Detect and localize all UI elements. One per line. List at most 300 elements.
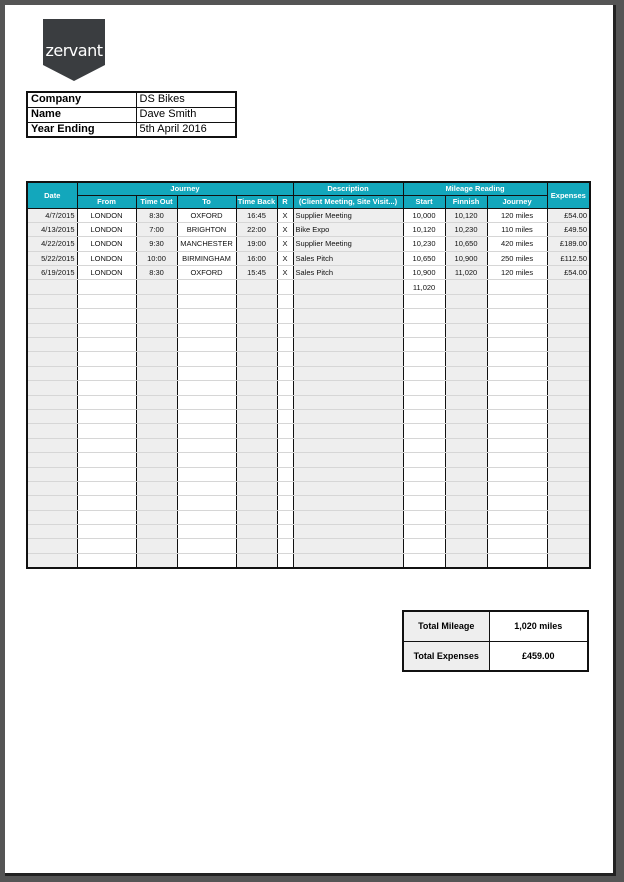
expenses-cell [547, 525, 590, 539]
expenses-cell: £49.50 [547, 222, 590, 236]
time-back-cell: 16:00 [236, 251, 277, 265]
description-cell [293, 409, 403, 423]
time-back-cell [236, 539, 277, 553]
time-out-cell [136, 409, 177, 423]
start-cell [403, 323, 445, 337]
header-description-sub: (Client Meeting, Site Visit...) [293, 195, 403, 208]
time-out-cell [136, 496, 177, 510]
table-row [27, 338, 590, 352]
document-page [5, 5, 616, 876]
date-cell [27, 366, 77, 380]
return-cell [277, 496, 293, 510]
time-back-cell: 19:00 [236, 237, 277, 251]
start-cell: 10,000 [403, 208, 445, 222]
mileage-log-table [26, 181, 591, 569]
description-cell [293, 280, 403, 294]
return-cell: X [277, 222, 293, 236]
logo-text: zervant [45, 41, 103, 60]
date-cell [27, 481, 77, 495]
table-row [27, 266, 590, 280]
description-cell [293, 496, 403, 510]
time-back-cell [236, 409, 277, 423]
time-back-cell [236, 424, 277, 438]
to-cell: MANCHESTER [177, 237, 236, 251]
expenses-cell [547, 481, 590, 495]
journey-cell: 120 miles [487, 208, 547, 222]
table-row [27, 208, 590, 222]
journey-cell [487, 453, 547, 467]
time-out-cell: 10:00 [136, 251, 177, 265]
return-cell: X [277, 266, 293, 280]
finish-cell: 10,120 [445, 208, 487, 222]
to-cell [177, 280, 236, 294]
time-back-cell: 22:00 [236, 222, 277, 236]
from-cell [77, 481, 136, 495]
date-cell [27, 539, 77, 553]
return-cell: X [277, 251, 293, 265]
time-back-cell [236, 395, 277, 409]
filler-cell [277, 553, 293, 568]
start-cell: 10,120 [403, 222, 445, 236]
to-cell [177, 381, 236, 395]
description-cell [293, 309, 403, 323]
info-value: Dave Smith [136, 107, 236, 122]
table-row [27, 409, 590, 423]
time-out-cell: 7:00 [136, 222, 177, 236]
finish-cell [445, 309, 487, 323]
finish-cell [445, 395, 487, 409]
date-cell [27, 409, 77, 423]
totals-label: Total Expenses [403, 641, 489, 671]
expenses-cell [547, 453, 590, 467]
filler-cell [487, 553, 547, 568]
table-row [27, 510, 590, 524]
to-cell: OXFORD [177, 208, 236, 222]
journey-cell [487, 525, 547, 539]
from-cell [77, 280, 136, 294]
table-row [27, 424, 590, 438]
finish-cell [445, 366, 487, 380]
info-value: 5th April 2016 [136, 122, 236, 137]
to-cell: BRIGHTON [177, 222, 236, 236]
header-time-back: Time Back [237, 197, 276, 206]
from-cell [77, 467, 136, 481]
start-cell [403, 294, 445, 308]
expenses-cell [547, 539, 590, 553]
time-out-cell [136, 352, 177, 366]
info-label: Company [27, 92, 136, 107]
date-cell [27, 309, 77, 323]
return-cell [277, 395, 293, 409]
expenses-cell: £189.00 [547, 237, 590, 251]
time-back-cell [236, 496, 277, 510]
table-row [27, 481, 590, 495]
time-out-cell [136, 525, 177, 539]
table-row [27, 366, 590, 380]
journey-cell [487, 510, 547, 524]
return-cell [277, 338, 293, 352]
time-out-cell [136, 323, 177, 337]
time-back-cell [236, 366, 277, 380]
time-out-cell [136, 424, 177, 438]
description-cell [293, 467, 403, 481]
expenses-cell: £54.00 [547, 208, 590, 222]
start-cell: 11,020 [403, 280, 445, 294]
info-row [27, 92, 236, 107]
finish-cell [445, 481, 487, 495]
info-value: DS Bikes [136, 92, 236, 107]
time-back-cell [236, 467, 277, 481]
journey-cell [487, 481, 547, 495]
from-cell [77, 438, 136, 452]
time-back-cell [236, 309, 277, 323]
finish-cell: 11,020 [445, 266, 487, 280]
return-cell [277, 309, 293, 323]
table-filler-row [27, 553, 590, 568]
time-back-cell: 15:45 [236, 266, 277, 280]
date-cell: 4/22/2015 [27, 237, 77, 251]
date-cell [27, 510, 77, 524]
start-cell [403, 496, 445, 510]
header-to: To [177, 195, 236, 208]
start-cell [403, 467, 445, 481]
filler-cell [445, 553, 487, 568]
time-out-cell [136, 395, 177, 409]
time-back-cell [236, 525, 277, 539]
date-cell [27, 323, 77, 337]
table-row [27, 251, 590, 265]
time-back-cell [236, 352, 277, 366]
date-cell: 4/7/2015 [27, 208, 77, 222]
to-cell [177, 366, 236, 380]
date-cell [27, 453, 77, 467]
to-cell [177, 352, 236, 366]
totals-table [402, 610, 589, 672]
header-mileage-reading: Mileage Reading [403, 182, 547, 195]
time-back-cell [236, 438, 277, 452]
return-cell [277, 510, 293, 524]
from-cell [77, 496, 136, 510]
filler-cell [236, 553, 277, 568]
description-cell: Sales Pitch [293, 251, 403, 265]
filler-cell [403, 553, 445, 568]
finish-cell [445, 338, 487, 352]
from-cell [77, 525, 136, 539]
date-cell [27, 338, 77, 352]
company-info-table [26, 91, 237, 138]
from-cell: LONDON [77, 237, 136, 251]
journey-cell [487, 409, 547, 423]
expenses-cell: £112.50 [547, 251, 590, 265]
time-out-cell [136, 453, 177, 467]
time-back-cell [236, 323, 277, 337]
date-cell [27, 424, 77, 438]
finish-cell [445, 467, 487, 481]
totals-row [403, 641, 588, 671]
from-cell: LONDON [77, 251, 136, 265]
time-out-cell: 8:30 [136, 266, 177, 280]
finish-cell [445, 453, 487, 467]
finish-cell [445, 409, 487, 423]
table-row [27, 294, 590, 308]
time-out-cell [136, 510, 177, 524]
time-out-cell [136, 539, 177, 553]
journey-cell [487, 381, 547, 395]
start-cell [403, 481, 445, 495]
header-description: Description [293, 182, 403, 195]
to-cell [177, 424, 236, 438]
header-date: Date [27, 182, 77, 208]
journey-cell [487, 309, 547, 323]
to-cell [177, 309, 236, 323]
time-back-cell [236, 294, 277, 308]
table-row [27, 381, 590, 395]
return-cell [277, 323, 293, 337]
from-cell [77, 424, 136, 438]
journey-cell [487, 438, 547, 452]
return-cell [277, 438, 293, 452]
start-cell [403, 409, 445, 423]
description-cell [293, 525, 403, 539]
start-cell [403, 453, 445, 467]
date-cell: 4/13/2015 [27, 222, 77, 236]
to-cell [177, 409, 236, 423]
journey-cell: 420 miles [487, 237, 547, 251]
journey-cell [487, 323, 547, 337]
finish-cell: 10,230 [445, 222, 487, 236]
time-out-cell [136, 338, 177, 352]
expenses-cell [547, 409, 590, 423]
time-out-cell [136, 366, 177, 380]
expenses-cell [547, 395, 590, 409]
date-cell [27, 496, 77, 510]
start-cell [403, 338, 445, 352]
journey-cell [487, 280, 547, 294]
description-cell [293, 323, 403, 337]
to-cell: OXFORD [177, 266, 236, 280]
to-cell [177, 481, 236, 495]
start-cell: 10,230 [403, 237, 445, 251]
table-row [27, 237, 590, 251]
table-row [27, 496, 590, 510]
time-out-cell [136, 294, 177, 308]
description-cell [293, 352, 403, 366]
journey-cell [487, 294, 547, 308]
finish-cell: 10,650 [445, 237, 487, 251]
expenses-cell: £54.00 [547, 266, 590, 280]
start-cell [403, 352, 445, 366]
return-cell [277, 381, 293, 395]
time-back-cell [236, 453, 277, 467]
header-journey-miles: Journey [487, 195, 547, 208]
date-cell [27, 280, 77, 294]
return-cell [277, 294, 293, 308]
header-from: From [77, 195, 136, 208]
description-cell [293, 539, 403, 553]
zervant-logo [43, 19, 105, 81]
journey-cell [487, 366, 547, 380]
to-cell [177, 539, 236, 553]
totals-label: Total Mileage [403, 611, 489, 641]
to-cell [177, 525, 236, 539]
time-back-cell [236, 381, 277, 395]
start-cell [403, 381, 445, 395]
from-cell [77, 352, 136, 366]
from-cell [77, 366, 136, 380]
table-row [27, 525, 590, 539]
return-cell [277, 409, 293, 423]
return-cell [277, 525, 293, 539]
description-cell: Supplier Meeting [293, 208, 403, 222]
from-cell [77, 453, 136, 467]
expenses-cell [547, 424, 590, 438]
finish-cell [445, 438, 487, 452]
expenses-cell [547, 280, 590, 294]
return-cell [277, 352, 293, 366]
finish-cell [445, 323, 487, 337]
start-cell [403, 309, 445, 323]
filler-cell [177, 553, 236, 568]
expenses-cell [547, 294, 590, 308]
date-cell: 5/22/2015 [27, 251, 77, 265]
start-cell [403, 424, 445, 438]
expenses-cell [547, 338, 590, 352]
to-cell [177, 510, 236, 524]
to-cell [177, 496, 236, 510]
start-cell [403, 395, 445, 409]
start-cell: 10,650 [403, 251, 445, 265]
filler-cell [27, 553, 77, 568]
return-cell [277, 424, 293, 438]
date-cell [27, 525, 77, 539]
from-cell [77, 510, 136, 524]
table-row [27, 539, 590, 553]
expenses-cell [547, 496, 590, 510]
info-row [27, 107, 236, 122]
time-back-cell [236, 510, 277, 524]
journey-cell: 110 miles [487, 222, 547, 236]
start-cell [403, 366, 445, 380]
from-cell [77, 381, 136, 395]
to-cell [177, 294, 236, 308]
journey-cell [487, 539, 547, 553]
table-row [27, 352, 590, 366]
expenses-cell [547, 438, 590, 452]
time-out-cell [136, 381, 177, 395]
journey-cell: 120 miles [487, 266, 547, 280]
from-cell [77, 294, 136, 308]
return-cell: X [277, 208, 293, 222]
description-cell: Supplier Meeting [293, 237, 403, 251]
from-cell [77, 409, 136, 423]
time-out-cell [136, 467, 177, 481]
filler-cell [136, 553, 177, 568]
return-cell [277, 481, 293, 495]
header-return: R [277, 195, 293, 208]
expenses-cell [547, 366, 590, 380]
header-finish: Finnish [445, 195, 487, 208]
expenses-cell [547, 381, 590, 395]
time-out-cell: 8:30 [136, 208, 177, 222]
finish-cell [445, 510, 487, 524]
return-cell [277, 539, 293, 553]
to-cell [177, 338, 236, 352]
to-cell [177, 323, 236, 337]
journey-cell [487, 395, 547, 409]
description-cell [293, 510, 403, 524]
table-row [27, 280, 590, 294]
date-cell [27, 352, 77, 366]
description-cell [293, 395, 403, 409]
to-cell: BIRMINGHAM [177, 251, 236, 265]
table-row [27, 395, 590, 409]
start-cell [403, 438, 445, 452]
start-cell [403, 539, 445, 553]
start-cell [403, 510, 445, 524]
table-row [27, 323, 590, 337]
header-time-out: Time Out [136, 195, 177, 208]
description-cell [293, 438, 403, 452]
from-cell [77, 309, 136, 323]
finish-cell [445, 496, 487, 510]
table-row [27, 453, 590, 467]
totals-value: £459.00 [489, 641, 588, 671]
journey-cell [487, 338, 547, 352]
to-cell [177, 453, 236, 467]
time-out-cell [136, 280, 177, 294]
finish-cell: 10,900 [445, 251, 487, 265]
time-back-cell [236, 280, 277, 294]
finish-cell [445, 424, 487, 438]
filler-cell [547, 553, 590, 568]
filler-cell [293, 553, 403, 568]
description-cell: Bike Expo [293, 222, 403, 236]
info-label: Name [27, 107, 136, 122]
return-cell [277, 280, 293, 294]
start-cell [403, 525, 445, 539]
time-back-cell: 16:45 [236, 208, 277, 222]
description-cell [293, 294, 403, 308]
time-back-cell [236, 338, 277, 352]
table-row [27, 467, 590, 481]
journey-cell [487, 496, 547, 510]
description-cell [293, 481, 403, 495]
date-cell: 6/19/2015 [27, 266, 77, 280]
journey-cell [487, 467, 547, 481]
info-label: Year Ending [27, 122, 136, 137]
date-cell [27, 395, 77, 409]
header-expenses: Expenses [547, 182, 590, 208]
expenses-cell [547, 352, 590, 366]
from-cell [77, 539, 136, 553]
description-cell [293, 424, 403, 438]
date-cell [27, 381, 77, 395]
journey-cell [487, 424, 547, 438]
totals-value: 1,020 miles [489, 611, 588, 641]
date-cell [27, 467, 77, 481]
description-cell [293, 338, 403, 352]
expenses-cell [547, 323, 590, 337]
finish-cell [445, 352, 487, 366]
journey-cell [487, 352, 547, 366]
table-row [27, 309, 590, 323]
from-cell [77, 323, 136, 337]
finish-cell [445, 525, 487, 539]
from-cell [77, 338, 136, 352]
description-cell [293, 381, 403, 395]
expenses-cell [547, 309, 590, 323]
return-cell [277, 467, 293, 481]
